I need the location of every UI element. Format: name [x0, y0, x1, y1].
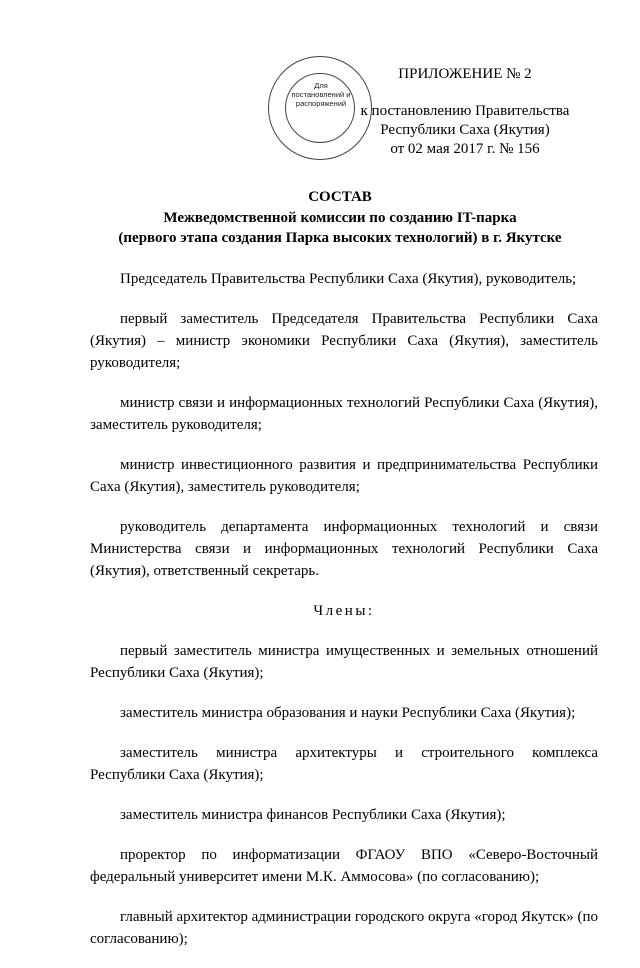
leader-item: министр связи и информационных технологий Республики Саха (Якутия), заместитель руководителя;: [90, 395, 598, 433]
commission-list: [90, 268, 598, 968]
member-item: первый заместитель министра имущественных и земельных отношений Республики Саха (Якутия);: [90, 643, 598, 681]
leader-item: руководитель департамента информационных технологий и связи Министерства связи и информационных технологий Республики Саха (Якутия), ответственный секретарь.: [90, 519, 598, 579]
document-title: СОСТАВ: [308, 189, 372, 205]
appendix-date-line: от 02 мая 2017 г. № 156: [390, 141, 540, 157]
appendix-resolution-line: к постановлению Правительства: [360, 103, 570, 119]
member-item: заместитель министра образования и науки Республики Саха (Якутия);: [120, 705, 576, 721]
seal-center-text: Для постановлений и распоряжений: [291, 81, 351, 108]
document-subtitle-line-1: Межведомственной комиссии по созданию IT-парка: [163, 210, 517, 226]
document-subtitle-line-2: (первого этапа создания Парка высоких технологий) в г. Якутске: [118, 230, 562, 246]
member-item: заместитель министра архитектуры и строительного комплекса Республики Саха (Якутия);: [90, 745, 598, 783]
appendix-title: ПРИЛОЖЕНИЕ № 2: [398, 66, 532, 82]
leader-item: министр инвестиционного развития и предпринимательства Республики Саха (Якутия), заместитель руководителя;: [90, 457, 598, 495]
member-item: заместитель министра финансов Республики Саха (Якутия);: [120, 807, 506, 823]
member-item: главный архитектор администрации городского округа «город Якутск» (по согласованию);: [90, 909, 598, 947]
member-item: проректор по информатизации ФГАОУ ВПО «Северо-Восточный федеральный университет имени М.К. Аммосова» (по согласованию);: [90, 847, 598, 885]
leader-item: Председатель Правительства Республики Саха (Якутия), руководитель;: [120, 271, 577, 287]
members-heading: Члены:: [313, 603, 375, 619]
appendix-republic-line: Республики Саха (Якутия): [380, 122, 550, 138]
leader-item: первый заместитель Председателя Правительства Республики Саха (Якутия) – министр экономики Республики Саха (Якутия), заместитель руководителя;: [90, 311, 598, 371]
